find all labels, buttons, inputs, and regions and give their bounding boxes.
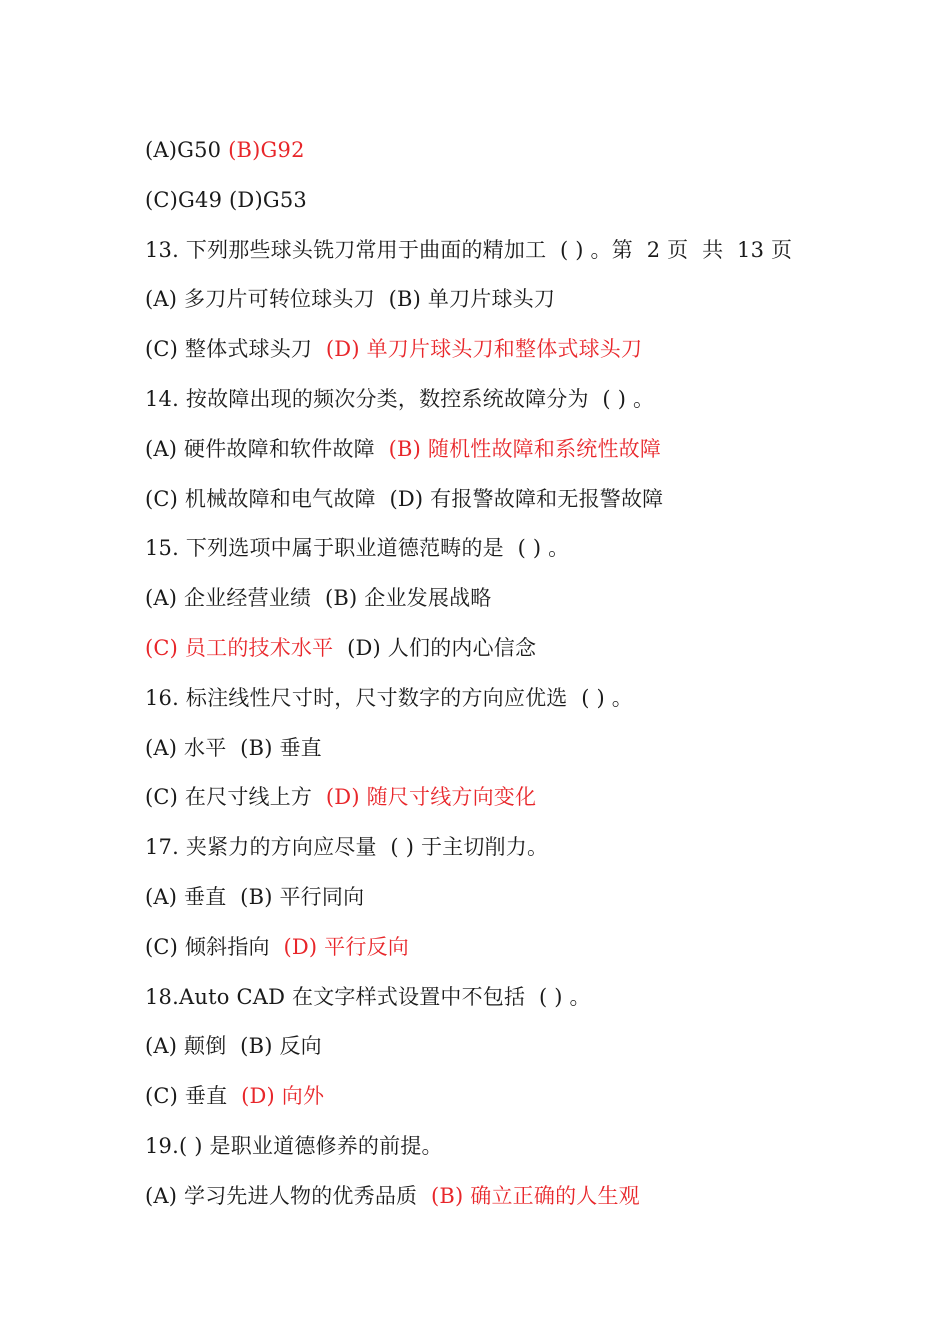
answer-text: (B) 确立正确的人生观 [430, 1184, 640, 1208]
text-line [145, 385, 654, 413]
question-text: (A) 颠倒 (B) 反向 [145, 1034, 322, 1058]
question-text: (A) 垂直 (B) 平行同向 [145, 885, 365, 909]
question-text: (A) 多刀片可转位球头刀 (B) 单刀片球头刀 [145, 287, 556, 311]
text-line [145, 1132, 443, 1160]
text-line [145, 485, 663, 513]
question-text: (C) 在尺寸线上方 [145, 785, 326, 809]
question-text: 14. 按故障出现的频次分类，数控系统故障分为 ( ) 。 [145, 387, 655, 411]
answer-text: (B) 随机性故障和系统性故障 [388, 437, 662, 461]
question-text: (A) 硬件故障和软件故障 [145, 437, 389, 461]
text-line [145, 684, 633, 712]
text-line [145, 136, 305, 164]
question-text: 19.( ) 是职业道德修养的前提。 [145, 1134, 443, 1158]
text-line [145, 1082, 324, 1110]
question-text: (C) 垂直 [145, 1084, 242, 1108]
text-line [145, 933, 409, 961]
question-text: (C) 机械故障和电气故障 (D) 有报警故障和无报警故障 [145, 487, 664, 511]
text-line [145, 734, 322, 762]
text-line [145, 285, 555, 313]
text-line [145, 534, 569, 562]
answer-text: (B)G92 [228, 138, 305, 162]
answer-text: (D) 单刀片球头刀和整体式球头刀 [325, 337, 643, 361]
answer-text: (D) 向外 [241, 1084, 325, 1108]
text-line [145, 435, 661, 463]
text-line [145, 186, 307, 214]
text-line [145, 783, 536, 811]
text-line [145, 335, 642, 363]
text-line [145, 634, 536, 662]
question-text: (A)G50 [145, 138, 229, 162]
text-line [145, 1182, 640, 1210]
question-text: 13. 下列那些球头铣刀常用于曲面的精加工 ( ) 。第 2 页 共 13 页 [145, 238, 793, 262]
question-text: 15. 下列选项中属于职业道德范畴的是 ( ) 。 [145, 536, 570, 560]
text-line [145, 1032, 322, 1060]
text-line [145, 983, 591, 1011]
answer-text: (C) 员工的技术水平 [145, 636, 334, 660]
question-text: (D) 人们的内心信念 [333, 636, 537, 660]
text-line [145, 833, 548, 861]
question-text: (A) 企业经营业绩 (B) 企业发展战略 [145, 586, 492, 610]
text-line [145, 883, 364, 911]
question-text: 17. 夹紧力的方向应尽量 ( ) 于主切削力。 [145, 835, 549, 859]
answer-text: (D) 随尺寸线方向变化 [325, 785, 537, 809]
question-text: 16. 标注线性尺寸时，尺寸数字的方向应优选 ( ) 。 [145, 686, 633, 710]
question-text: (C)G49 (D)G53 [145, 188, 307, 212]
question-text: (A) 水平 (B) 垂直 [145, 736, 322, 760]
question-text: (A) 学习先进人物的优秀品质 [145, 1184, 431, 1208]
question-text: 18.Auto CAD 在文字样式设置中不包括 ( ) 。 [145, 985, 591, 1009]
question-text: (C) 整体式球头刀 [145, 337, 326, 361]
text-line [145, 584, 491, 612]
question-text: (C) 倾斜指向 [145, 935, 284, 959]
answer-text: (D) 平行反向 [283, 935, 409, 959]
text-line [145, 236, 792, 264]
